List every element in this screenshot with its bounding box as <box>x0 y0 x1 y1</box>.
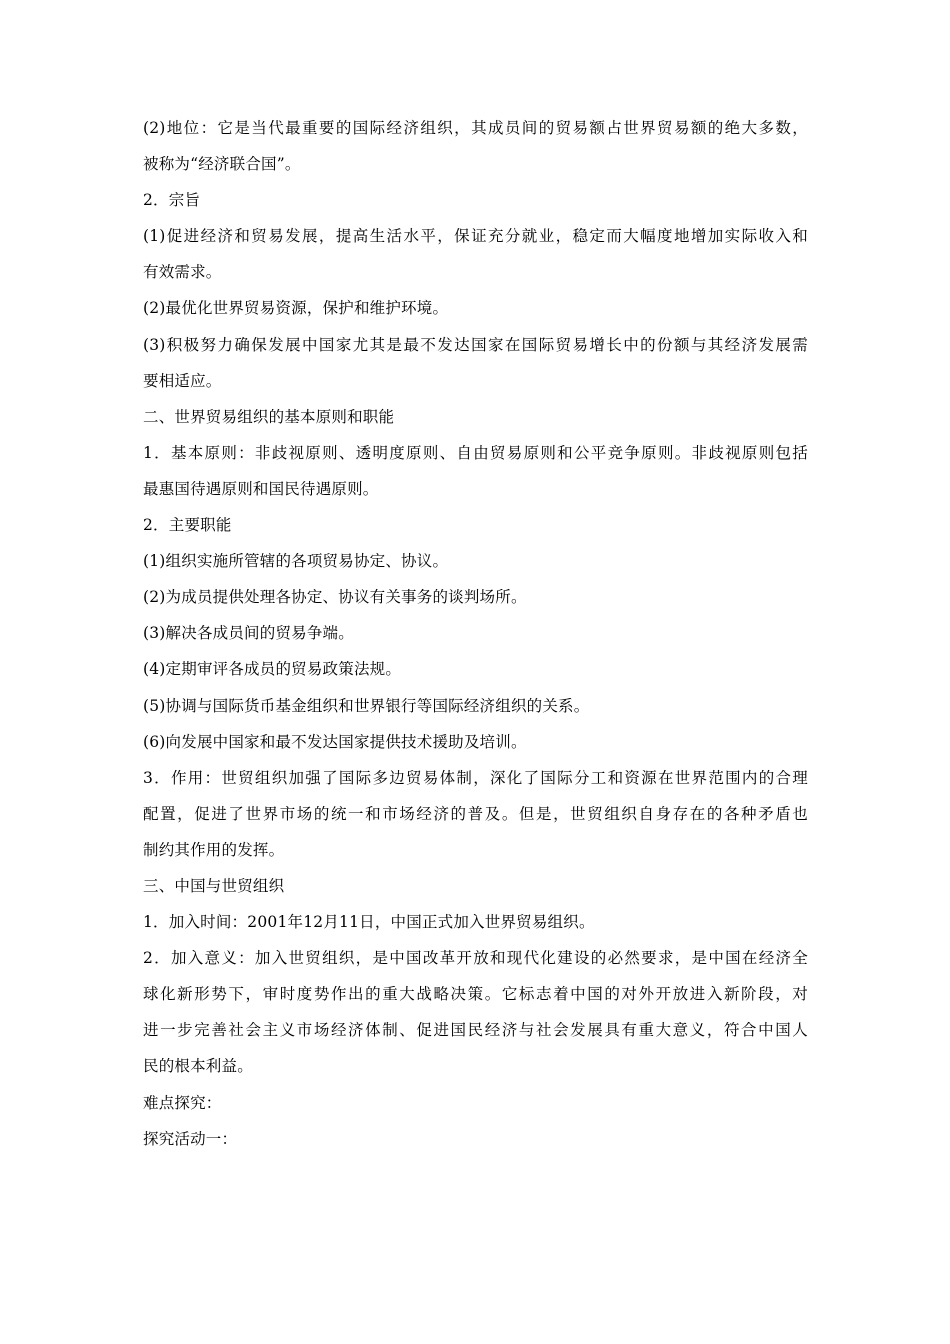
text-line-13: (1)组织实施所管辖的各项贸易协定、协议。 <box>143 552 449 571</box>
text-line-6: (2)最优化世界贸易资源，保护和维护环境。 <box>143 299 449 318</box>
text-line-23: 1．加入时间：2001年12月11日，中国正式加入世界贸易组织。 <box>143 913 595 932</box>
text-line-5: 有效需求。 <box>143 263 222 282</box>
text-line-1: (2)地位：它是当代最重要的国际经济组织，其成员间的贸易额占世界贸易额的绝大多数， <box>143 119 808 137</box>
text-line-25: 球化新形势下，审时度势作出的重大战略决策。它标志着中国的对外开放进入新阶段，对 <box>143 985 808 1004</box>
text-line-14: (2)为成员提供处理各协定、协议有关事务的谈判场所。 <box>143 588 527 607</box>
text-line-16: (4)定期审评各成员的贸易政策法规。 <box>143 660 402 679</box>
section-heading-difficulty: 难点探究： <box>143 1093 222 1112</box>
section-heading-activity-one: 探究活动一： <box>143 1129 238 1148</box>
document-page <box>143 118 808 1165</box>
text-line-17: (5)协调与国际货币基金组织和世界银行等国际经济组织的关系。 <box>143 696 590 715</box>
text-line-19: 3．作用：世贸组织加强了国际多边贸易体制，深化了国际分工和资源在世界范围内的合理 <box>143 768 808 787</box>
text-line-7: (3)积极努力确保发展中国家尤其是最不发达国家在国际贸易增长中的份额与其经济发展需 <box>143 335 808 354</box>
section-heading-principles: 二、世界贸易组织的基本原则和职能 <box>143 407 395 426</box>
section-heading-functions: 2．主要职能 <box>143 516 232 535</box>
text-line-2: 被称为“经济联合国”。 <box>143 155 301 174</box>
text-line-15: (3)解决各成员间的贸易争端。 <box>143 624 354 643</box>
text-line-20: 配置，促进了世界市场的统一和市场经济的普及。但是，世贸组织自身存在的各种矛盾也 <box>143 804 808 823</box>
text-line-11: 最惠国待遇原则和国民待遇原则。 <box>143 479 379 498</box>
text-line-26: 进一步完善社会主义市场经济体制、促进国民经济与社会发展具有重大意义，符合中国人 <box>143 1021 808 1040</box>
text-line-21: 制约其作用的发挥。 <box>143 840 285 859</box>
section-heading-china-wto: 三、中国与世贸组织 <box>143 876 285 895</box>
text-line-8: 要相适应。 <box>143 371 222 390</box>
text-line-18: (6)向发展中国家和最不发达国家提供技术援助及培训。 <box>143 732 527 751</box>
section-heading-purpose: 2．宗旨 <box>143 191 201 210</box>
text-line-24: 2．加入意义：加入世贸组织，是中国改革开放和现代化建设的必然要求，是中国在经济全 <box>143 949 808 968</box>
text-line-4: (1)促进经济和贸易发展，提高生活水平，保证充分就业，稳定而大幅度地增加实际收入和 <box>143 227 808 246</box>
text-line-27: 民的根本利益。 <box>143 1057 253 1076</box>
text-line-10: 1．基本原则：非歧视原则、透明度原则、自由贸易原则和公平竞争原则。非歧视原则包括 <box>143 443 808 462</box>
